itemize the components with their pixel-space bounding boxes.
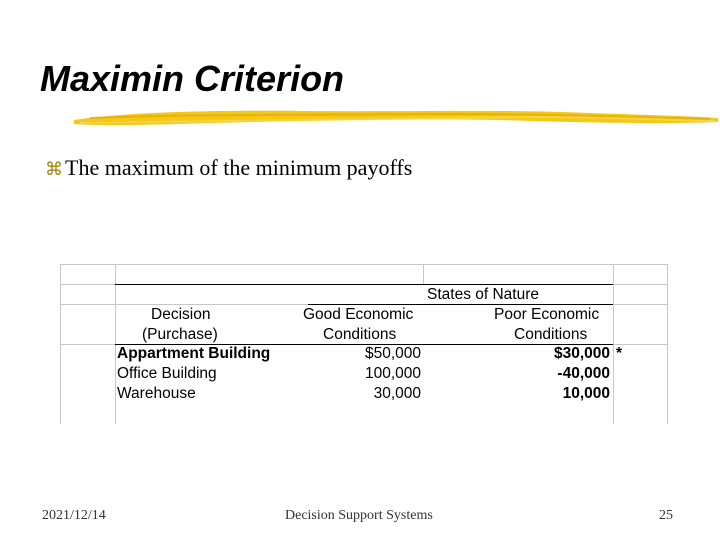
- header-good-economic: Good Economic: [303, 306, 414, 323]
- row-good-office: 100,000: [364, 365, 421, 382]
- payoff-table: [60, 264, 668, 424]
- header-poor-conditions: Conditions: [514, 326, 588, 343]
- row-decision-apartment: Appartment Building: [117, 345, 271, 362]
- group-header-states: States of Nature: [427, 286, 540, 303]
- bullet-text: The maximum of the minimum payoffs: [65, 155, 413, 180]
- footer-title: Decision Support Systems: [285, 508, 433, 523]
- header-poor-economic: Poor Economic: [494, 306, 600, 323]
- row-poor-warehouse: 10,000: [562, 385, 610, 402]
- row-poor-office: -40,000: [557, 365, 610, 382]
- footer-date: 2021/12/14: [42, 508, 106, 523]
- bullet-item: [45, 155, 412, 181]
- header-purchase: (Purchase): [142, 326, 218, 343]
- z-bullet-icon: ⌘: [45, 159, 63, 179]
- row-good-warehouse: 30,000: [373, 385, 421, 402]
- row-decision-warehouse: Warehouse: [117, 385, 196, 402]
- header-good-conditions: Conditions: [323, 326, 397, 343]
- header-decision: Decision: [151, 306, 211, 323]
- footer-page-number: 25: [659, 508, 673, 523]
- maximin-marker: *: [616, 345, 623, 362]
- title-brush-underline: [70, 106, 720, 130]
- row-decision-office: Office Building: [117, 365, 217, 382]
- slide-title: Maximin Criterion: [40, 58, 345, 99]
- row-poor-apartment: $30,000: [553, 345, 610, 362]
- row-good-apartment: $50,000: [364, 345, 421, 362]
